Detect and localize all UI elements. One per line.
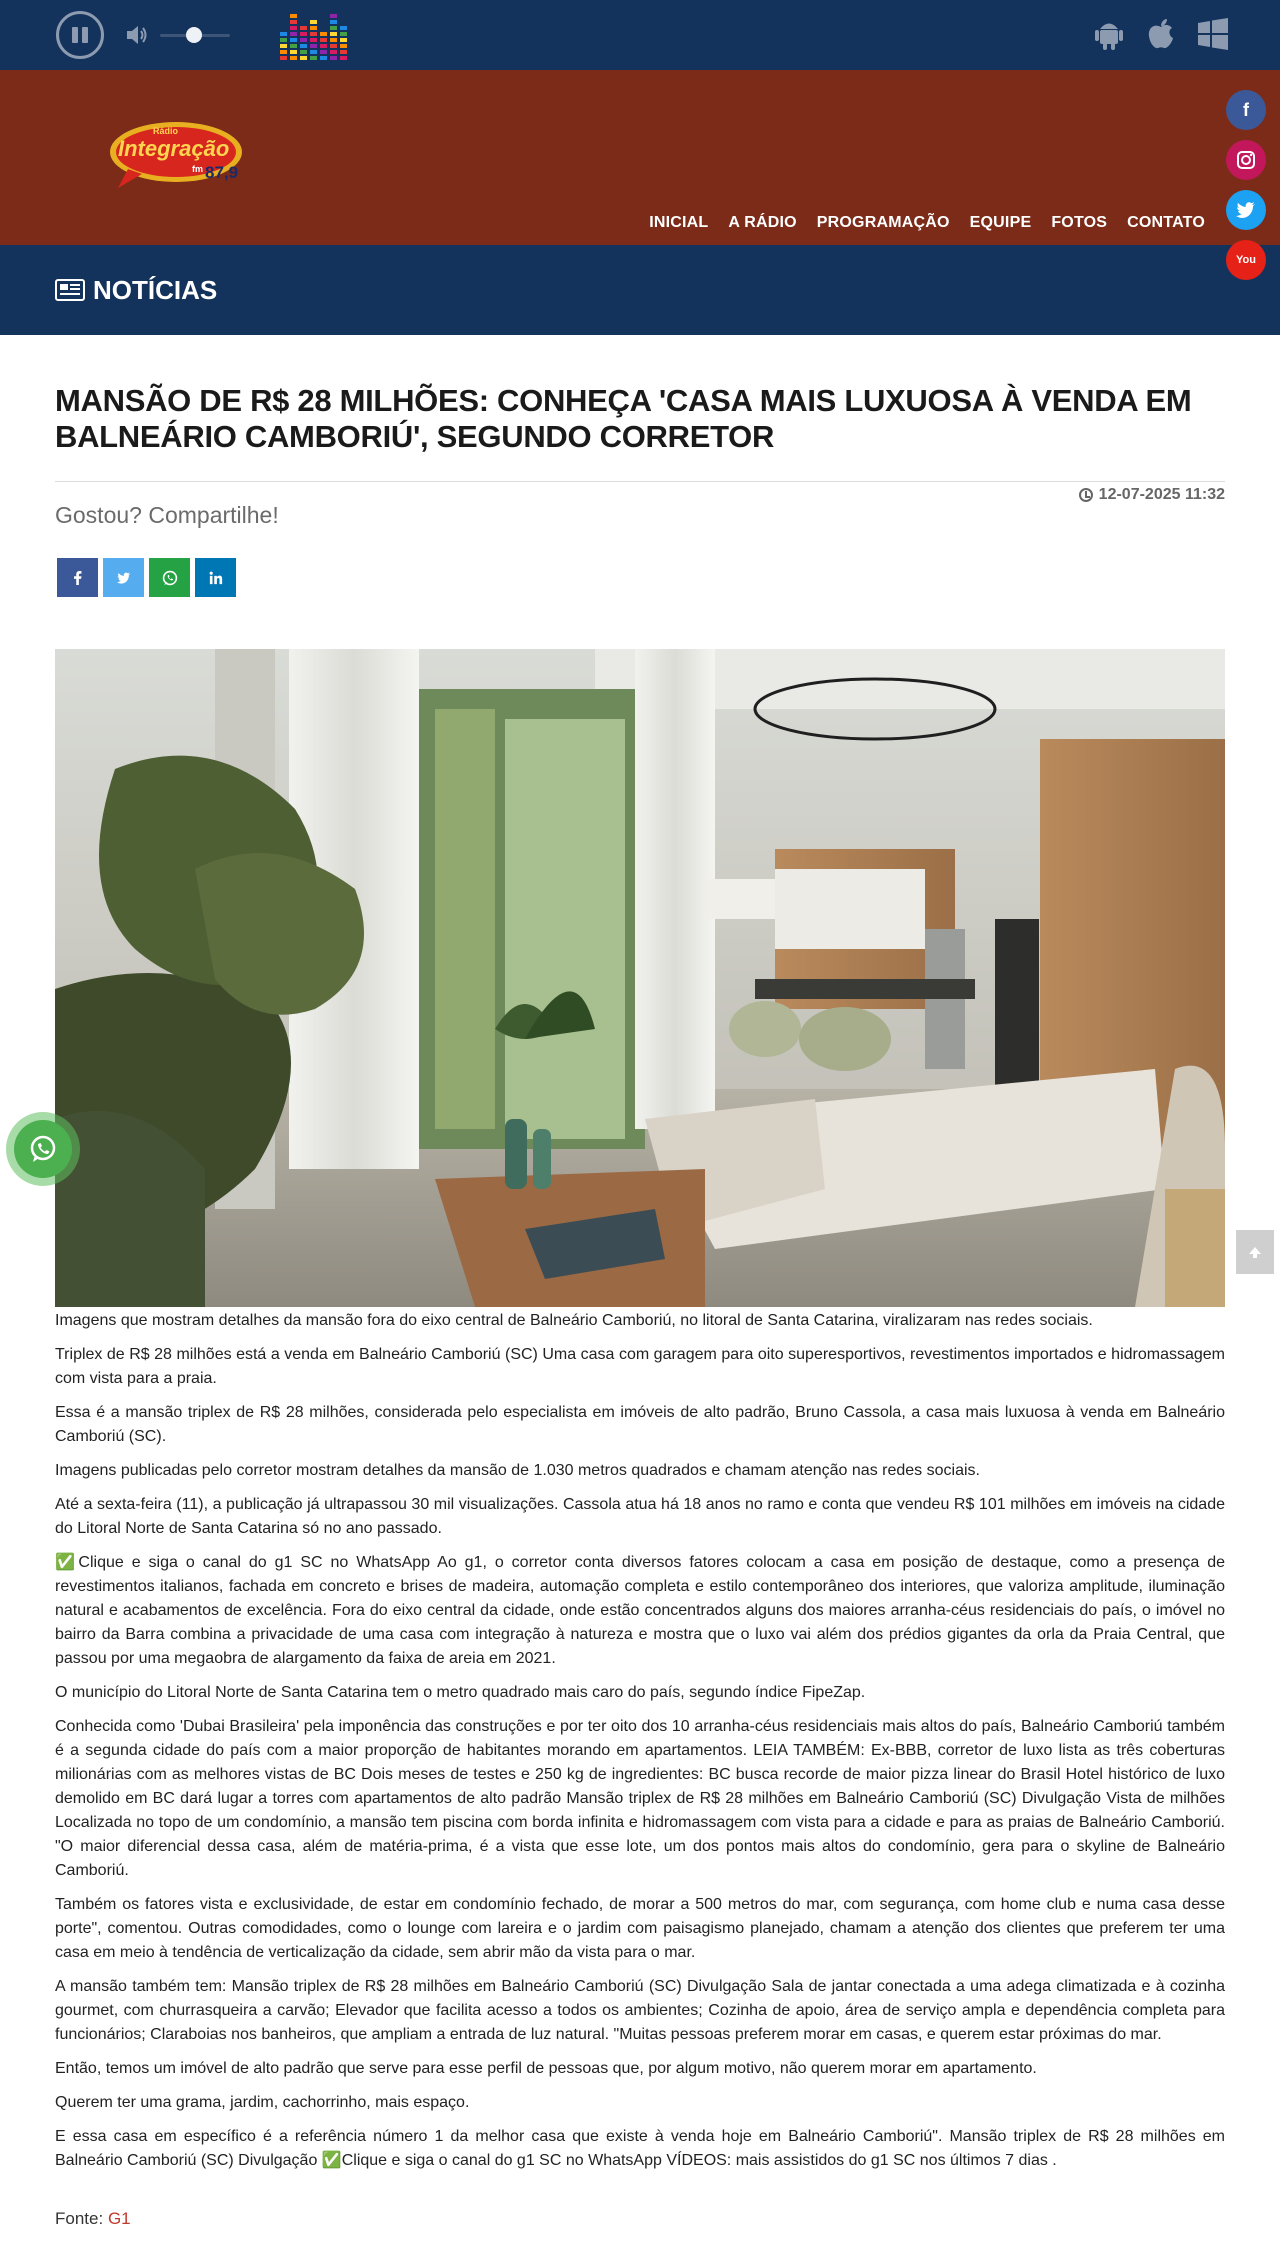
social-media-floating-bar (1226, 90, 1266, 280)
nav-item-inicial[interactable]: INICIAL (649, 214, 709, 231)
article-meta (55, 482, 1225, 538)
article-hero-image (55, 649, 1225, 1307)
equalizer-visualizer (280, 14, 347, 60)
whatsapp-floating-button[interactable] (6, 1112, 80, 1186)
article-paragraph: Então, temos um imóvel de alto padrão que serve para esse perfil de pessoas que, por algum motivo, não querem morar em apartamento. (55, 2060, 1037, 2077)
article-paragraph: Imagens publicadas pelo corretor mostram detalhes da mansão de 1.030 metros quadrados e chamam atenção nas redes sociais. (55, 1462, 980, 1479)
section-title: NOTÍCIAS (93, 275, 218, 305)
main-navigation (649, 214, 1205, 232)
nav-item-equipe[interactable]: EQUIPE (969, 214, 1032, 231)
nav-item-contato[interactable]: CONTATO (1127, 214, 1205, 231)
equalizer-bar (330, 14, 337, 60)
publish-date (1079, 486, 1225, 504)
source-label: Fonte: (55, 2209, 104, 2228)
article-paragraph: Até a sexta-feira (11), a publicação já ultrapassou 30 mil visualizações. Cassola atua há 18 anos no ramo e conta que vendeu R$ 101 milhões em imóveis na cidade do Litoral Norte de Santa Catarina só no ano passado. (55, 1496, 1225, 1537)
arrow-up-icon (1247, 1244, 1263, 1260)
equalizer-bar (280, 32, 287, 60)
section-header (0, 245, 1280, 335)
app-platform-links (1092, 16, 1230, 52)
youtube-icon[interactable]: You (1226, 240, 1266, 280)
share-buttons (55, 558, 1225, 597)
twitter-icon[interactable] (1226, 190, 1266, 230)
pause-button[interactable] (56, 11, 104, 59)
article-paragraph: Triplex de R$ 28 milhões está a venda em Balneário Camboriú (SC) Uma casa com garagem para oito superesportivos, revestimentos importados e hidromassagem com vista para a praia. (55, 1346, 1225, 1387)
equalizer-bar (320, 32, 327, 60)
article-title: MANSÃO DE R$ 28 MILHÕES: CONHEÇA 'CASA MAIS LUXUOSA À VENDA EM BALNEÁRIO CAMBORIÚ', SEGUNDO CORRETOR (55, 383, 1192, 454)
facebook-icon[interactable]: f (1226, 90, 1266, 130)
nav-item-a-radio[interactable]: A RÁDIO (728, 214, 797, 231)
source-link[interactable]: G1 (107, 2209, 131, 2228)
article-paragraph: A mansão também tem: Mansão triplex de R$ 28 milhões em Balneário Camboriú (SC) Divulgação Sala de jantar conectada a uma adega climatizada e à cozinha gourmet, com churrasqueira a carvão; Elevador que facilita acesso a todos os ambientes; Cozinha de apoio, área de serviço ampla e dependência completa para funcionários; Claraboias nos banheiros, que ampliam a entrada de luz natural. "Muitas pessoas preferem morar em casas, e querem estar próximas do mar. (55, 1978, 1225, 2043)
whatsapp-icon (14, 1120, 72, 1178)
instagram-icon[interactable] (1226, 140, 1266, 180)
radio-logo[interactable] (108, 114, 248, 192)
back-to-top-button[interactable] (1236, 1230, 1274, 1274)
share-whatsapp-button[interactable] (149, 558, 190, 597)
clock-icon (1079, 488, 1093, 502)
article-paragraph: Essa é a mansão triplex de R$ 28 milhões, considerada pelo especialista em imóveis de alto padrão, Bruno Cassola, a casa mais luxuosa à venda em Balneário Camboriú (SC). (55, 1404, 1225, 1445)
equalizer-bar (300, 26, 307, 60)
newspaper-icon (55, 279, 85, 301)
svg-text:fm: fm (192, 164, 203, 174)
apple-icon[interactable] (1144, 16, 1178, 52)
share-label: Gostou? Compartilhe! (55, 502, 279, 528)
image-caption: Imagens que mostram detalhes da mansão fora do eixo central de Balneário Camboriú, no litoral de Santa Catarina, viralizaram nas redes sociais. (55, 1312, 1093, 1329)
article (0, 383, 1280, 2229)
volume-icon[interactable] (124, 22, 150, 48)
article-paragraph: Também os fatores vista e exclusividade, de estar em condomínio fechado, de morar a 500 metros do mar, com segurança, com home club e numa casa desse porte", comentou. Outras comodidades, como o lounge com lareira e o jardim com paisagismo planejado, chamam a atenção dos clientes que preferem ter uma casa em meio à tendência de verticalização da cidade, sem abrir mão da vista para o mar. (55, 1896, 1225, 1961)
svg-text:Rádio: Rádio (153, 126, 179, 136)
android-icon[interactable] (1092, 16, 1126, 52)
share-facebook-button[interactable] (57, 558, 98, 597)
publish-date-text: 12-07-2025 11:32 (1098, 486, 1225, 503)
svg-text:Integração: Integração (118, 136, 230, 161)
share-twitter-button[interactable] (103, 558, 144, 597)
svg-text:87,9: 87,9 (205, 163, 239, 182)
article-paragraph: ✅Clique e siga o canal do g1 SC no WhatsApp Ao g1, o corretor conta diversos fatores colocam a casa em posição de destaque, como a presença de revestimentos italianos, fachada em concreto e brises de madeira, automação completa e estilo contemporâneo dos interiores, que valoriza amplitude, iluminação natural e acabamentos de excelência. Fora do eixo central da cidade, onde estão concentrados alguns dos maiores arranha-céus residenciais do país, o imóvel no bairro da Barra combina a privacidade de uma casa com integração à natureza e mostra que o luxo vai além dos prédios gigantes da orla da Praia Central, que passou por uma megaobra de alargamento da faixa de areia em 2021. (55, 1554, 1225, 1667)
article-paragraph: Querem ter uma grama, jardim, cachorrinho, mais espaço. (55, 2094, 470, 2111)
equalizer-bar (310, 20, 317, 60)
article-paragraph: Conhecida como 'Dubai Brasileira' pela imponência das construções e por ter oito dos 10 arranha-céus residenciais mais altos do país, Balneário Camboriú também é a segunda cidade do país com a maior proporção de habitantes morando em apartamentos. LEIA TAMBÉM: Ex-BBB, corretor de luxo lista as três coberturas milionárias com as melhores vistas de BC Dois meses de testes e 250 kg de ingredientes: BC busca recorde de maior pizza linear do Brasil Hotel histórico de luxo demolido em BC dará lugar a torres com apartamentos de alto padrão Mansão triplex de R$ 28 milhões em Balneário Camboriú (SC) Divulgação Vista de milhões Localizada no topo de um condomínio, a mansão tem piscina com borda infinita e hidromassagem com vista para a cidade e para as praias de Balneário Camboriú. "O maior diferencial dessa casa, além de matéria-prima, é a vista que esse lote, um dos pontos mais altos do condomínio, gera para o skyline de Balneário Camboriú. (55, 1718, 1225, 1879)
volume-slider-knob[interactable] (186, 27, 202, 43)
nav-item-fotos[interactable]: FOTOS (1051, 214, 1108, 231)
equalizer-bar (290, 14, 297, 60)
windows-icon[interactable] (1196, 16, 1230, 52)
site-header (0, 70, 1280, 245)
article-paragraph: O município do Litoral Norte de Santa Catarina tem o metro quadrado mais caro do país, segundo índice FipeZap. (55, 1684, 866, 1701)
radio-player-bar (0, 0, 1280, 70)
equalizer-bar (340, 26, 347, 60)
share-linkedin-button[interactable] (195, 558, 236, 597)
article-source (55, 2209, 1225, 2229)
nav-item-programacao[interactable]: PROGRAMAÇÃO (816, 214, 950, 231)
article-paragraph: E essa casa em específico é a referência número 1 da melhor casa que existe à venda hoje em Balneário Camboriú". Mansão triplex de R$ 28 milhões em Balneário Camboriú (SC) Divulgação ✅Clique e siga o canal do g1 SC no WhatsApp VÍDEOS: mais assistidos do g1 SC nos últimos 7 dias . (55, 2128, 1225, 2169)
